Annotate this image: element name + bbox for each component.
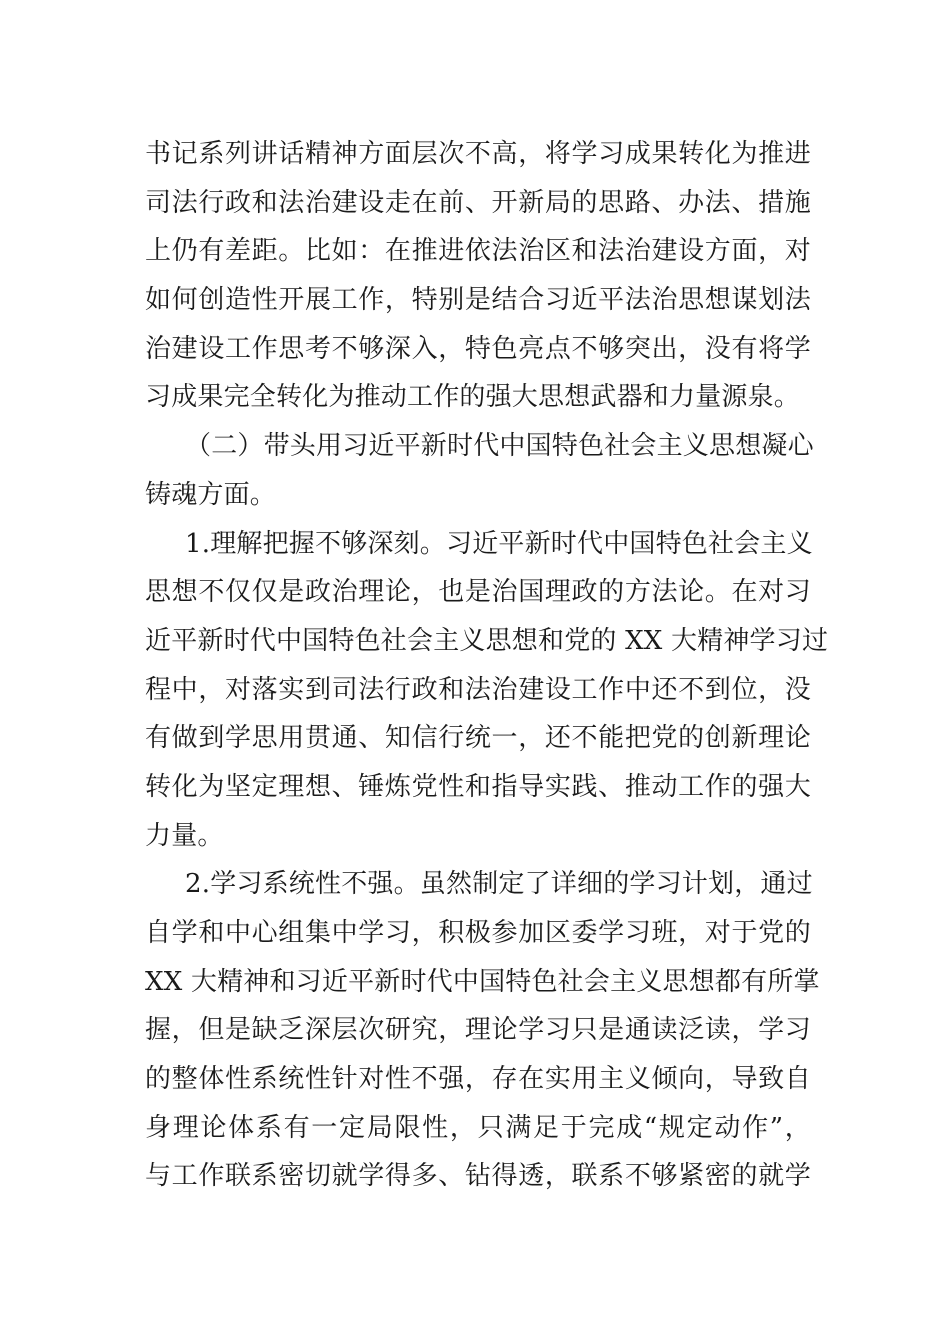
section-heading-line: （二）带头用习近平新时代中国特色社会主义思想凝心: [185, 431, 814, 462]
text-line: 1.理解把握不够深刻。习近平新时代中国特色社会主义: [185, 528, 813, 559]
text-line: 习成果完全转化为推动工作的强大思想武器和力量源泉。: [145, 382, 801, 413]
text-line: 治建设工作思考不够深入，特色亮点不够突出，没有将学: [145, 333, 811, 364]
text-line: 2.学习系统性不强。虽然制定了详细的学习计划，通过: [185, 869, 813, 900]
body-text: [145, 130, 829, 1201]
text-line: 握，但是缺乏深层次研究，理论学习只是通读泛读，学习: [145, 1015, 811, 1046]
section-heading-line: 铸魂方面。: [145, 479, 277, 510]
text-line: 近平新时代中国特色社会主义思想和党的 XX 大精神学习过: [145, 625, 829, 656]
text-line: 如何创造性开展工作，特别是结合习近平法治思想谋划法: [145, 285, 811, 316]
text-line: 思想不仅仅是政治理论，也是治国理政的方法论。在对习: [145, 577, 811, 608]
text-line: 有做到学思用贯通、知信行统一，还不能把党的创新理论: [145, 723, 811, 754]
text-line: 司法行政和法治建设走在前、开新局的思路、办法、措施: [145, 187, 811, 218]
text-line: 力量。: [145, 820, 224, 851]
text-line: 转化为坚定理想、锤炼党性和指导实践、推动工作的强大: [145, 771, 811, 802]
text-line: 与工作联系密切就学得多、钻得透，联系不够紧密的就学: [145, 1161, 811, 1192]
text-line: 身理论体系有一定局限性，只满足于完成“规定动作”，: [145, 1112, 811, 1143]
text-line: 上仍有差距。比如：在推进依法治区和法治建设方面，对: [145, 236, 811, 267]
text-line: 书记系列讲话精神方面层次不高，将学习成果转化为推进: [145, 139, 811, 169]
text-line: 自学和中心组集中学习，积极参加区委学习班，对于党的: [145, 918, 811, 948]
text-line: 程中，对落实到司法行政和法治建设工作中还不到位，没: [145, 674, 811, 705]
text-line: 的整体性系统性针对性不强，存在实用主义倾向，导致自: [145, 1064, 811, 1095]
text-line: XX 大精神和习近平新时代中国特色社会主义思想都有所掌: [145, 966, 820, 997]
